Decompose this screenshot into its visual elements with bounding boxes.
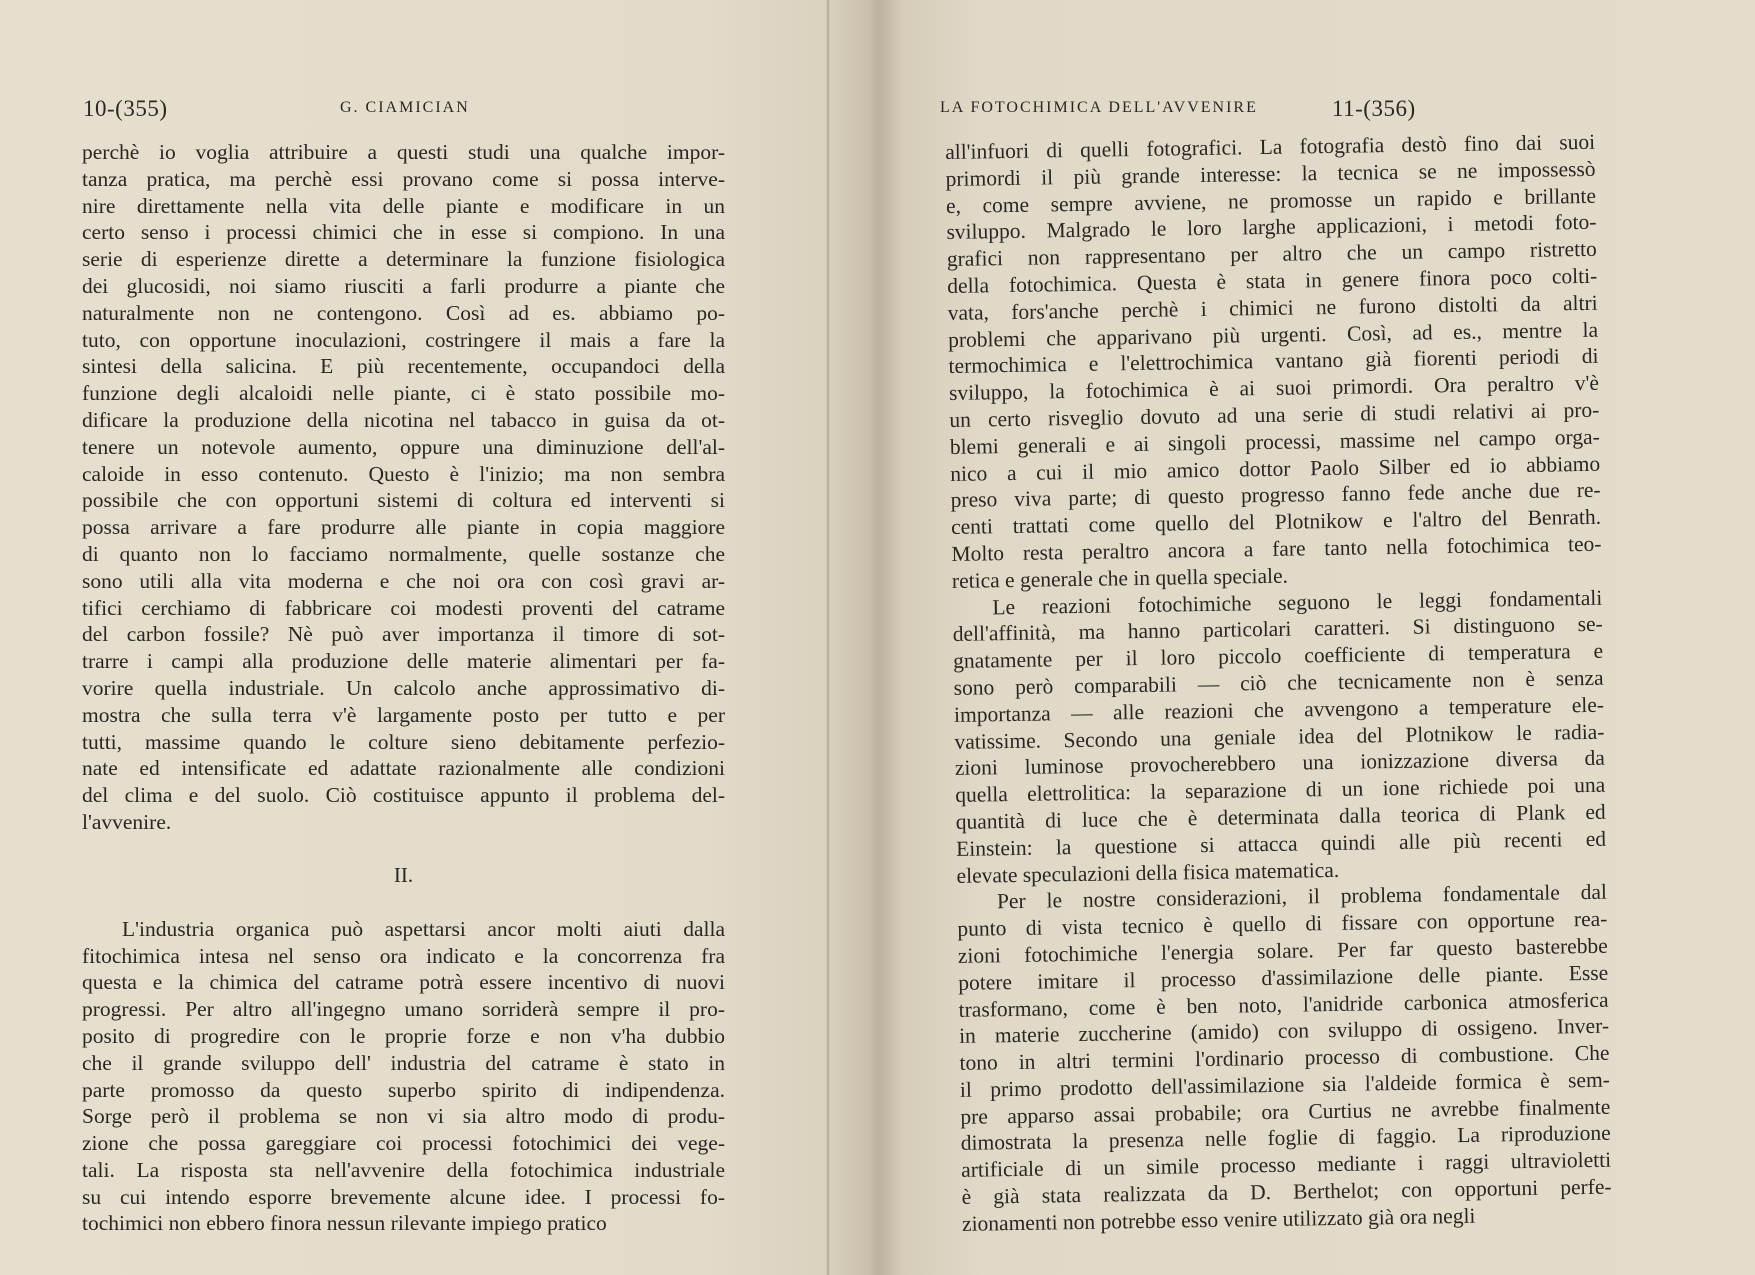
text-line: Sorge però il problema se non vi sia altro modo di produ-	[82, 1104, 725, 1129]
text-line: zioni luminose provocherebbero una ionizzazione diversa da	[954, 746, 1605, 781]
text-line: l'avvenire.	[82, 809, 172, 834]
text-line: dificare la produzione della nicotina nel tabacco in guisa da ot-	[82, 407, 725, 432]
text-line: tono in altri termini l'ordinario processo di combustione. Che	[959, 1040, 1610, 1075]
text-line: preso viva parte; di questo progresso fanno fede anche due re-	[950, 478, 1601, 513]
section-heading: II.	[393, 862, 414, 887]
text-line: zioni fotochimiche l'energia solare. Per far questo basterebbe	[957, 933, 1608, 968]
text-line: del clima e del suolo. Ciò costituisce appunto il problema del-	[82, 783, 725, 808]
text-line: elevate speculazioni della fisica matematica.	[956, 857, 1340, 888]
right-text-column	[945, 129, 1612, 1238]
text-line: in materie zuccherine (amido) con sviluppo di ossigeno. Inver-	[958, 1013, 1610, 1049]
text-line: blemi generali e ai singoli processi, massime nel campo orga-	[949, 424, 1600, 459]
right-page	[830, 0, 1755, 1275]
text-line: punto di vista tecnico è quello di fissare con opportune rea-	[957, 906, 1608, 942]
text-line: funzione degli alcaloidi nelle piante, ci è stato possibile mo-	[82, 381, 725, 406]
text-line: sono però comparabili — ciò che tecnicamente non è senza	[953, 665, 1604, 700]
text-line: vatissime. Secondo una geniale idea del Plotnikow le radia-	[954, 719, 1605, 754]
text-line: mostra che sulla terra v'è largamente posto per tutto e per	[82, 702, 725, 727]
text-line: il primo prodotto dell'assimilazione sia l'aldeide formica è sem-	[959, 1067, 1611, 1102]
text-line: problemi che apparivano più urgenti. Così, ad es., mentre la	[947, 317, 1599, 352]
text-line: artificiale di un simile processo mediante i raggi ultravioletti	[961, 1147, 1612, 1183]
text-line: progressi. Per altro all'ingegno umano sorriderà sempre il pro-	[82, 997, 725, 1022]
text-line: tenere un notevole aumento, oppure una diminuzione dell'al-	[82, 434, 725, 459]
text-line: quantità di luce che è determinata dalla teorica di Plank ed	[955, 799, 1606, 834]
text-line: dei glucosidi, noi siamo riusciti a farli produrre a piante che	[82, 273, 725, 298]
text-line: tifici cerchiamo di fabbricare coi modesti proventi del catrame	[82, 595, 725, 620]
text-line: nate ed intensificate ed adattate razionalmente alle condizioni	[82, 756, 725, 781]
text-line: perchè io voglia attribuire a questi studi una qualche impor-	[82, 140, 725, 164]
text-line: posito di progredire con le proprie forze e non v'ha dubbio	[82, 1023, 725, 1048]
text-line: tali. La risposta sta nell'avvenire della fotochimica industriale	[82, 1157, 725, 1182]
text-line: fitochimica intesa nel senso ora indicato e la concorrenza fra	[82, 943, 725, 968]
left-paragraph-1	[82, 139, 725, 836]
text-line: centi trattati come quello del Plotnikow e l'altro del Benrath.	[950, 504, 1602, 540]
right-page-number: 11-(356)	[1332, 96, 1416, 121]
text-line: grafici non rappresentano per altro che un campo ristretto	[946, 236, 1597, 272]
text-line: del carbon fossile? Nè può aver importanza il timore di sot-	[82, 622, 725, 647]
text-line: è già stata realizzata da D. Berthelot; con opportuni perfe-	[961, 1174, 1612, 1209]
text-line: primordi il più grande interesse: la tecnica se ne impossessò	[945, 156, 1596, 191]
text-line: sviluppo. Malgrado le loro larghe applicazioni, i metodi foto-	[946, 210, 1597, 245]
text-line: vata, fors'anche perchè i chimici ne furono distolti da altri	[947, 290, 1598, 325]
text-line: nire direttamente nella vita delle piante e modificare in un	[82, 193, 725, 218]
text-line: della fotochimica. Questa è stata in genere finora poco colti-	[947, 263, 1598, 298]
text-line: e, come sempre avviene, ne promosse un rapido e brillante	[945, 183, 1597, 218]
left-page	[0, 0, 826, 1275]
text-line: all'infuori di quelli fotografici. La fotografia destò fino dai suoi	[945, 129, 1596, 164]
text-line: tuto, con opportune inoculazioni, costringere il mais a fare la	[82, 327, 725, 352]
left-running-head: G. CIAMICIAN	[340, 99, 470, 116]
text-line: L'industria organica può aspettarsi ancor molti aiuti dalla	[122, 916, 725, 941]
text-line: naturalmente non ne contengono. Così ad es. abbiamo po-	[82, 300, 725, 325]
right-paragraph-3	[957, 879, 1612, 1238]
text-line: quella elettrolitica: la separazione di un ione richiede poi una	[955, 772, 1606, 808]
text-line: termochimica e l'elettrochimica vantano già fiorenti periodi di	[948, 344, 1599, 379]
text-line: di quanto non lo facciamo normalmente, quelle sostanze che	[82, 541, 725, 566]
text-line: importanza — alle reazioni che avvengono a temperature ele-	[953, 692, 1605, 727]
text-line: possibile che con opportuni sistemi di coltura ed interventi si	[82, 488, 725, 513]
left-paragraph-2	[82, 916, 725, 1238]
text-line: un certo risveglio dovuto ad una serie di studi relativi ai pro-	[949, 397, 1600, 432]
text-line: dimostrata la presenza nelle foglie di faggio. La riproduzione	[960, 1121, 1611, 1156]
text-line: sono utili alla vita moderna e che noi ora con così gravi ar-	[82, 568, 725, 593]
text-line: retica e generale che in quella speciale.	[951, 563, 1289, 593]
text-line: sviluppo, la fotochimica è ai suoi primordi. Ora peraltro v'è	[948, 370, 1600, 406]
text-line: zionamenti non potrebbe esso venire utilizzato già ora negli	[961, 1203, 1476, 1236]
text-line: certo senso i processi chimici che in esse si compiono. In una	[82, 220, 725, 245]
text-line: trarre i campi alla produzione delle materie alimentari per fa-	[82, 649, 725, 674]
text-line: Einstein: la questione si attacca quindi alle più recenti ed	[955, 826, 1607, 861]
text-line: dell'affinità, ma hanno particolari caratteri. Si distinguono se-	[952, 612, 1603, 647]
left-page-number: 10-(355)	[83, 96, 168, 121]
text-line: nico a cui il mio amico dottor Paolo Silber ed io abbiamo	[950, 451, 1601, 486]
text-line: tutti, massime quando le colture sieno debitamente perfezio-	[82, 729, 725, 754]
right-running-head: LA FOTOCHIMICA DELL'AVVENIRE	[940, 99, 1258, 116]
text-line: caloide in esso contenuto. Questo è l'inizio; ma non sembra	[82, 461, 725, 486]
text-line: Le reazioni fotochimiche seguono le leggi fondamentali	[992, 585, 1603, 619]
text-line: trasformano, come è ben noto, l'anidride carbonica atmosferica	[958, 987, 1609, 1022]
text-line: tochimici non ebbero finora nessun rilevante impiego pratico	[82, 1211, 607, 1236]
text-line: questa e la chimica del catrame potrà essere incentivo di nuovi	[82, 970, 725, 995]
left-text-column	[82, 139, 725, 1237]
text-line: pre apparso assai probabile; ora Curtius ne avrebbe finalmente	[960, 1094, 1611, 1129]
text-line: possa arrivare a fare produrre alle piante in copia maggiore	[82, 515, 725, 540]
right-paragraph-2	[952, 584, 1607, 889]
text-line: serie di esperienze dirette a determinare la funzione fisiologica	[82, 247, 725, 272]
text-line: tanza pratica, ma perchè essi provano come si possa interve-	[82, 166, 725, 191]
text-line: potere imitare il processo d'assimilazione delle piante. Esse	[958, 960, 1609, 995]
text-line: parte promosso da questo superbo spirito di indipendenza.	[82, 1077, 725, 1102]
text-line: su cui intendo esporre brevemente alcune idee. I processi fo-	[82, 1184, 725, 1209]
text-line: Per le nostre considerazioni, il problema fondamentale dal	[996, 880, 1608, 914]
text-line: zione che possa gareggiare coi processi fotochimici dei vege-	[82, 1131, 725, 1156]
text-line: vorire quella industriale. Un calcolo anche approssimativo di-	[82, 675, 725, 700]
right-paragraph-1	[945, 129, 1602, 595]
text-line: che il grande sviluppo dell' industria del catrame è stato in	[82, 1050, 725, 1075]
text-line: gnatamente per il loro piccolo coefficiente di temperatura e	[953, 638, 1604, 674]
text-line: sintesi della salicina. E più recentemente, occupandoci della	[82, 354, 725, 379]
text-line: Molto resta peraltro ancora a fare tanto nella fotochimica teo-	[951, 531, 1602, 566]
